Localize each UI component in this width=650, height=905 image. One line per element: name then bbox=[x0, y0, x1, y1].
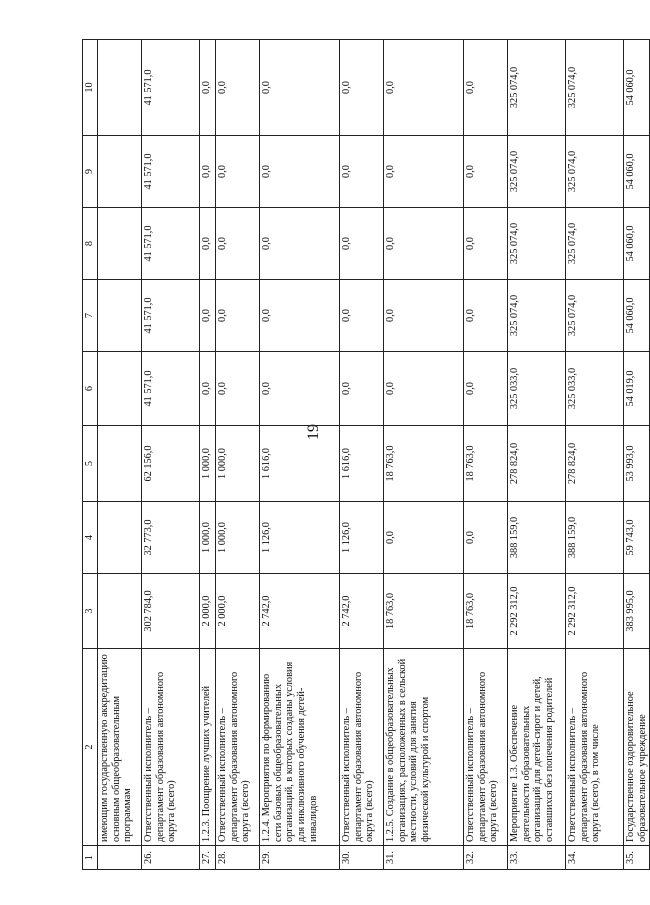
year-value-cell: 0,0 bbox=[260, 352, 340, 426]
year-value-cell: 41 571,0 bbox=[142, 280, 200, 352]
column-header-3: 3 bbox=[83, 574, 98, 649]
row-name-cell: Ответственный исполнитель – департамент образования автономного округа (всего) bbox=[142, 649, 200, 846]
year-value-cell: 0,0 bbox=[340, 40, 384, 136]
column-header-1: 1 bbox=[83, 846, 98, 870]
year-value-cell: 0,0 bbox=[464, 352, 508, 426]
year-value-cell: 1 000,0 bbox=[216, 502, 260, 574]
year-value-cell: 0,0 bbox=[384, 502, 464, 574]
row-number-cell: 27. bbox=[200, 846, 216, 870]
year-value-cell: 53 993,0 bbox=[624, 426, 650, 502]
total-cell: 2 000,0 bbox=[200, 574, 216, 649]
row-number-cell bbox=[98, 846, 142, 870]
column-header-6: 6 bbox=[83, 352, 98, 426]
year-value-cell: 0,0 bbox=[464, 208, 508, 280]
year-value-cell: 0,0 bbox=[260, 280, 340, 352]
year-value-cell: 278 824,0 bbox=[566, 426, 624, 502]
row-number-cell: 32. bbox=[464, 846, 508, 870]
year-value-cell: 0,0 bbox=[260, 136, 340, 208]
year-value-cell: 1 000,0 bbox=[200, 502, 216, 574]
year-value-cell: 54 060,0 bbox=[624, 280, 650, 352]
total-cell: 383 995,0 bbox=[624, 574, 650, 649]
row-number-cell: 29. bbox=[260, 846, 340, 870]
total-cell: 302 784,0 bbox=[142, 574, 200, 649]
year-value-cell: 0,0 bbox=[464, 502, 508, 574]
year-value-cell: 41 571,0 bbox=[142, 352, 200, 426]
year-value-cell: 54 019,0 bbox=[624, 352, 650, 426]
total-cell bbox=[98, 574, 142, 649]
year-value-cell: 0,0 bbox=[464, 280, 508, 352]
row-name-cell: имеющим государственную аккредитацию основным общеобразовательным программам bbox=[98, 649, 142, 846]
year-value-cell: 0,0 bbox=[260, 208, 340, 280]
column-header-7: 7 bbox=[83, 280, 98, 352]
column-header-4: 4 bbox=[83, 502, 98, 574]
year-value-cell: 325 074,0 bbox=[566, 40, 624, 136]
year-value-cell: 32 773,0 bbox=[142, 502, 200, 574]
year-value-cell: 0,0 bbox=[200, 352, 216, 426]
year-value-cell bbox=[98, 426, 142, 502]
year-value-cell: 0,0 bbox=[200, 40, 216, 136]
table-body bbox=[83, 40, 650, 870]
year-value-cell bbox=[98, 280, 142, 352]
year-value-cell bbox=[98, 352, 142, 426]
year-value-cell: 0,0 bbox=[384, 352, 464, 426]
table-row bbox=[200, 40, 216, 870]
year-value-cell: 278 824,0 bbox=[508, 426, 566, 502]
year-value-cell bbox=[98, 40, 142, 136]
year-value-cell: 388 159,0 bbox=[508, 502, 566, 574]
year-value-cell: 0,0 bbox=[464, 136, 508, 208]
total-cell: 2 000,0 bbox=[216, 574, 260, 649]
year-value-cell: 41 571,0 bbox=[142, 208, 200, 280]
column-header-5: 5 bbox=[83, 426, 98, 502]
row-name-cell: Мероприятие 1.3. Обеспечение деятельности образовательных организаций для детей-сирот и детей, оставшихся без попечения родителей bbox=[508, 649, 566, 846]
row-number-cell: 31. bbox=[384, 846, 464, 870]
year-value-cell: 325 074,0 bbox=[566, 208, 624, 280]
year-value-cell: 1 126,0 bbox=[340, 502, 384, 574]
year-value-cell: 59 743,0 bbox=[624, 502, 650, 574]
year-value-cell: 325 074,0 bbox=[508, 40, 566, 136]
year-value-cell: 388 159,0 bbox=[566, 502, 624, 574]
year-value-cell: 0,0 bbox=[260, 40, 340, 136]
year-value-cell: 0,0 bbox=[384, 40, 464, 136]
year-value-cell: 18 763,0 bbox=[384, 426, 464, 502]
row-number-cell: 33. bbox=[508, 846, 566, 870]
table-row bbox=[566, 40, 624, 870]
table-row bbox=[464, 40, 508, 870]
year-value-cell: 62 156,0 bbox=[142, 426, 200, 502]
table-row bbox=[340, 40, 384, 870]
year-value-cell: 41 571,0 bbox=[142, 40, 200, 136]
table-header-row bbox=[83, 40, 98, 870]
total-cell: 18 763,0 bbox=[464, 574, 508, 649]
year-value-cell: 1 000,0 bbox=[216, 426, 260, 502]
year-value-cell: 41 571,0 bbox=[142, 136, 200, 208]
year-value-cell: 325 033,0 bbox=[508, 352, 566, 426]
year-value-cell: 1 000,0 bbox=[200, 426, 216, 502]
table-row bbox=[624, 40, 650, 870]
year-value-cell: 0,0 bbox=[464, 40, 508, 136]
row-name-cell: Государственное оздоровительное образовательное учреждение bbox=[624, 649, 650, 846]
year-value-cell: 0,0 bbox=[200, 136, 216, 208]
year-value-cell: 325 033,0 bbox=[566, 352, 624, 426]
year-value-cell bbox=[98, 502, 142, 574]
table-row bbox=[384, 40, 464, 870]
table-row bbox=[508, 40, 566, 870]
year-value-cell: 54 060,0 bbox=[624, 208, 650, 280]
row-name-cell: Ответственный исполнитель – департамент образования автономного округа (всего) bbox=[464, 649, 508, 846]
year-value-cell: 325 074,0 bbox=[508, 280, 566, 352]
row-number-cell: 30. bbox=[340, 846, 384, 870]
year-value-cell: 0,0 bbox=[216, 280, 260, 352]
year-value-cell: 0,0 bbox=[384, 280, 464, 352]
year-value-cell: 0,0 bbox=[216, 40, 260, 136]
year-value-cell: 325 074,0 bbox=[566, 280, 624, 352]
year-value-cell: 1 616,0 bbox=[340, 426, 384, 502]
column-header-9: 9 bbox=[83, 136, 98, 208]
row-number-cell: 26. bbox=[142, 846, 200, 870]
row-name-cell: Ответственный исполнитель – департамент образования автономного округа (всего) bbox=[340, 649, 384, 846]
year-value-cell: 18 763,0 bbox=[464, 426, 508, 502]
total-cell: 2 292 312,0 bbox=[508, 574, 566, 649]
year-value-cell: 54 060,0 bbox=[624, 136, 650, 208]
table-row bbox=[98, 40, 142, 870]
page-number: 19 bbox=[305, 424, 322, 440]
row-number-cell: 35. bbox=[624, 846, 650, 870]
row-name-cell: 1.2.5. Создание в общеобразовательных организациях, расположенных в сельской местности, условий для занятия физической культурой и спортом bbox=[384, 649, 464, 846]
year-value-cell: 0,0 bbox=[216, 208, 260, 280]
year-value-cell: 0,0 bbox=[340, 208, 384, 280]
year-value-cell: 0,0 bbox=[340, 136, 384, 208]
column-header-2: 2 bbox=[83, 649, 98, 846]
year-value-cell: 0,0 bbox=[216, 352, 260, 426]
year-value-cell: 0,0 bbox=[216, 136, 260, 208]
year-value-cell: 325 074,0 bbox=[508, 136, 566, 208]
year-value-cell: 0,0 bbox=[200, 280, 216, 352]
row-number-cell: 28. bbox=[216, 846, 260, 870]
row-name-cell: 1.2.4. Мероприятия по формированию сети базовых общеобразовательных организаций, в которых созданы условия для инклюзивного обучения детей-инвалидов bbox=[260, 649, 340, 846]
column-header-8: 8 bbox=[83, 208, 98, 280]
table-row bbox=[142, 40, 200, 870]
year-value-cell: 1 126,0 bbox=[260, 502, 340, 574]
row-name-cell: Ответственный исполнитель – департамент образования автономного округа (всего) bbox=[216, 649, 260, 846]
row-name-cell: 1.2.3. Поощрение лучших учителей bbox=[200, 649, 216, 846]
year-value-cell: 1 616,0 bbox=[260, 426, 340, 502]
year-value-cell: 0,0 bbox=[340, 280, 384, 352]
year-value-cell: 325 074,0 bbox=[566, 136, 624, 208]
row-name-cell: Ответственный исполнитель – департамент образования автономного округа (всего), в том числе bbox=[566, 649, 624, 846]
table-row bbox=[260, 40, 340, 870]
budget-table bbox=[82, 39, 650, 870]
year-value-cell bbox=[98, 208, 142, 280]
year-value-cell: 0,0 bbox=[384, 136, 464, 208]
year-value-cell: 0,0 bbox=[340, 352, 384, 426]
year-value-cell: 0,0 bbox=[200, 208, 216, 280]
year-value-cell bbox=[98, 136, 142, 208]
year-value-cell: 325 074,0 bbox=[508, 208, 566, 280]
total-cell: 18 763,0 bbox=[384, 574, 464, 649]
table-row bbox=[216, 40, 260, 870]
column-header-10: 10 bbox=[83, 40, 98, 136]
row-number-cell: 34. bbox=[566, 846, 624, 870]
rotated-table-container bbox=[82, 40, 648, 870]
year-value-cell: 54 060,0 bbox=[624, 40, 650, 136]
year-value-cell: 0,0 bbox=[384, 208, 464, 280]
total-cell: 2 292 312,0 bbox=[566, 574, 624, 649]
total-cell: 2 742,0 bbox=[340, 574, 384, 649]
total-cell: 2 742,0 bbox=[260, 574, 340, 649]
